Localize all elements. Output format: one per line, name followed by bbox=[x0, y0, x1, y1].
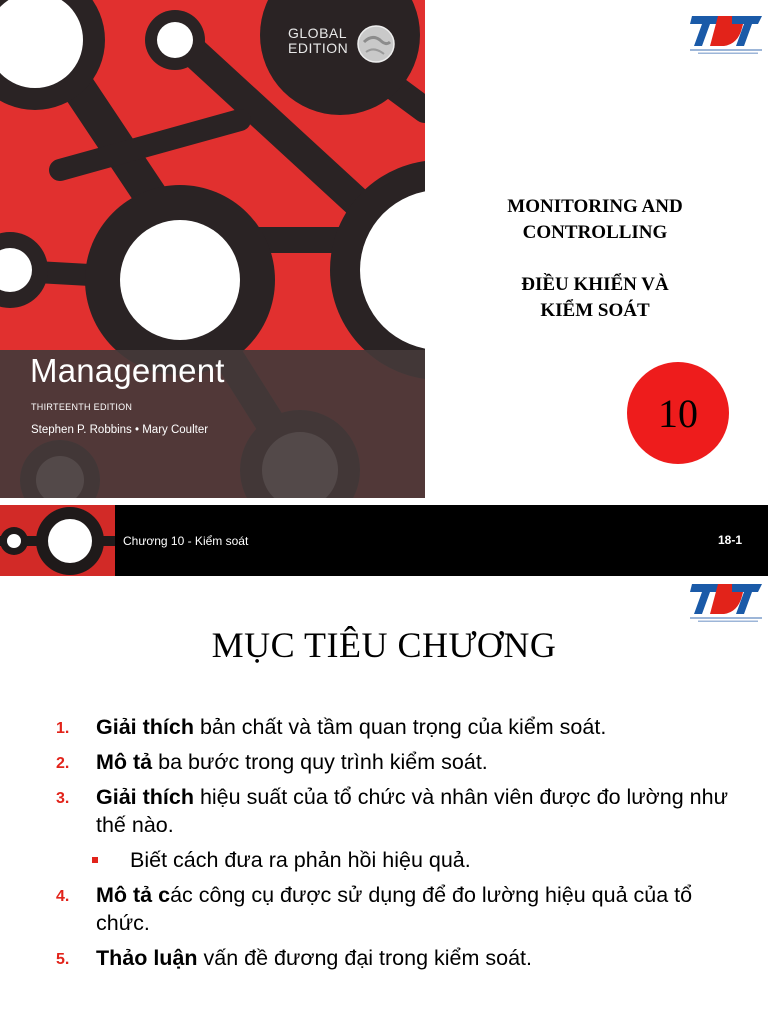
objective-text: vấn đề đương đại trong kiểm soát. bbox=[197, 946, 532, 970]
objective-text: ác công cụ được sử dụng để đo lường hiệu quả của tổ chức. bbox=[96, 883, 693, 935]
objective-number: 4. bbox=[56, 888, 70, 905]
objective-number: 3. bbox=[56, 790, 70, 807]
objective-item bbox=[56, 881, 736, 937]
objective-text: hiệu suất của tổ chức và nhân viên được đo lường như thế nào. bbox=[96, 785, 728, 837]
objective-item bbox=[56, 748, 736, 776]
book-title: Management bbox=[30, 352, 225, 389]
badge-line-2: EDITION bbox=[288, 40, 349, 56]
book-edition: THIRTEENTH EDITION bbox=[31, 402, 133, 412]
tdt-university-logo bbox=[688, 578, 766, 624]
sub-bullet-item bbox=[56, 846, 736, 874]
objective-text: bản chất và tầm quan trọng của kiểm soát. bbox=[193, 715, 607, 739]
objective-item bbox=[56, 944, 736, 972]
objective-item bbox=[56, 713, 736, 741]
objective-verb: Mô tả c bbox=[96, 883, 171, 907]
objective-verb: Giải thích bbox=[96, 715, 194, 739]
footer-ring-art bbox=[0, 505, 115, 576]
title-vn-line-2: KIỂM SOÁT bbox=[540, 300, 650, 321]
book-authors: Stephen P. Robbins • Mary Coulter bbox=[31, 424, 209, 436]
ring-decoration-icon bbox=[0, 505, 115, 576]
objective-verb: Thảo luận bbox=[96, 946, 198, 970]
slide-title: MỤC TIÊU CHƯƠNG bbox=[211, 625, 557, 665]
objectives-list bbox=[56, 713, 736, 979]
tdt-university-logo bbox=[688, 10, 766, 56]
title-en-line-2: CONTROLLING bbox=[522, 222, 668, 243]
badge-line-1: GLOBAL bbox=[288, 25, 348, 41]
title-en-line-1: MONITORING AND bbox=[507, 196, 683, 217]
slide-footer bbox=[0, 505, 768, 576]
objectives-slide bbox=[0, 576, 768, 1024]
objective-item bbox=[56, 783, 736, 839]
sub-bullet-text: Biết cách đưa ra phản hồi hiệu quả. bbox=[130, 848, 471, 872]
objective-verb: Giải thích bbox=[96, 785, 194, 809]
title-vn-line-1: ĐIỀU KHIỂN VÀ bbox=[521, 274, 669, 295]
slide-title-block bbox=[470, 194, 720, 324]
objective-number: 1. bbox=[56, 720, 70, 737]
objective-verb: Mô tả bbox=[96, 750, 153, 774]
square-bullet-icon bbox=[92, 857, 98, 863]
objective-number: 5. bbox=[56, 951, 70, 968]
footer-page-number: 18-1 bbox=[717, 533, 742, 547]
global-edition-badge bbox=[270, 20, 400, 68]
book-cover-image bbox=[0, 0, 425, 498]
objective-number: 2. bbox=[56, 755, 70, 772]
globe-icon bbox=[356, 24, 396, 64]
chapter-number: 10 bbox=[658, 390, 698, 436]
objective-text: ba bước trong quy trình kiểm soát. bbox=[152, 750, 488, 774]
chapter-number-circle bbox=[627, 362, 729, 464]
footer-chapter-label: Chương 10 - Kiểm soát bbox=[123, 534, 249, 548]
